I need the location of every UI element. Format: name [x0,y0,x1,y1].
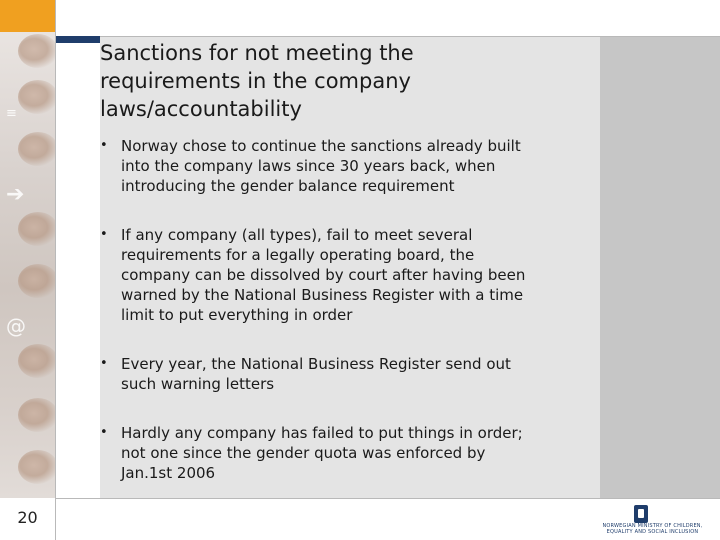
corner-orange-block [0,0,55,32]
bullet-item: • Norway chose to continue the sanctions already built into the company laws since 30 years back, when introducing the gender balance requirement [100,136,590,196]
portrait-photo [18,212,55,246]
side-panel [600,37,720,498]
portrait-photo [18,398,55,432]
portrait-photo [18,132,55,166]
bullet-item: • Hardly any company has failed to put things in order; not one since the gender quota was enforced by Jan.1st 2006 [100,423,590,483]
document-icon: ≡ [6,106,17,121]
bottom-divider-line [56,498,720,499]
coat-of-arms-icon [634,505,648,523]
bullet-item: • Every year, the National Business Register send out such warning letters [100,354,590,394]
slide-title: Sanctions for not meeting the requirements in the company laws/accountability [100,41,414,121]
portrait-photo [18,80,55,114]
ministry-logo-text: NORWEGIAN MINISTRY OF CHILDREN, EQUALITY AND SOCIAL INCLUSION [602,523,703,535]
at-sign-icon: @ [6,314,26,338]
title-accent-bar [56,36,100,43]
arrow-right-icon: ➔ [6,182,25,207]
ministry-logo [590,503,715,539]
page-number: 20 [17,508,38,527]
portrait-photo [18,264,55,298]
decorative-photo-strip [0,32,55,498]
portrait-photo [18,34,55,68]
portrait-photo [18,450,55,484]
bullet-item: • If any company (all types), fail to meet several requirements for a legally operating board, the company can be dissolved by court after having been warned by the National Business Register with a time limit to put everything in order [100,225,590,325]
bullet-list [100,136,590,483]
portrait-photo [18,344,55,378]
left-divider-line [55,0,56,540]
